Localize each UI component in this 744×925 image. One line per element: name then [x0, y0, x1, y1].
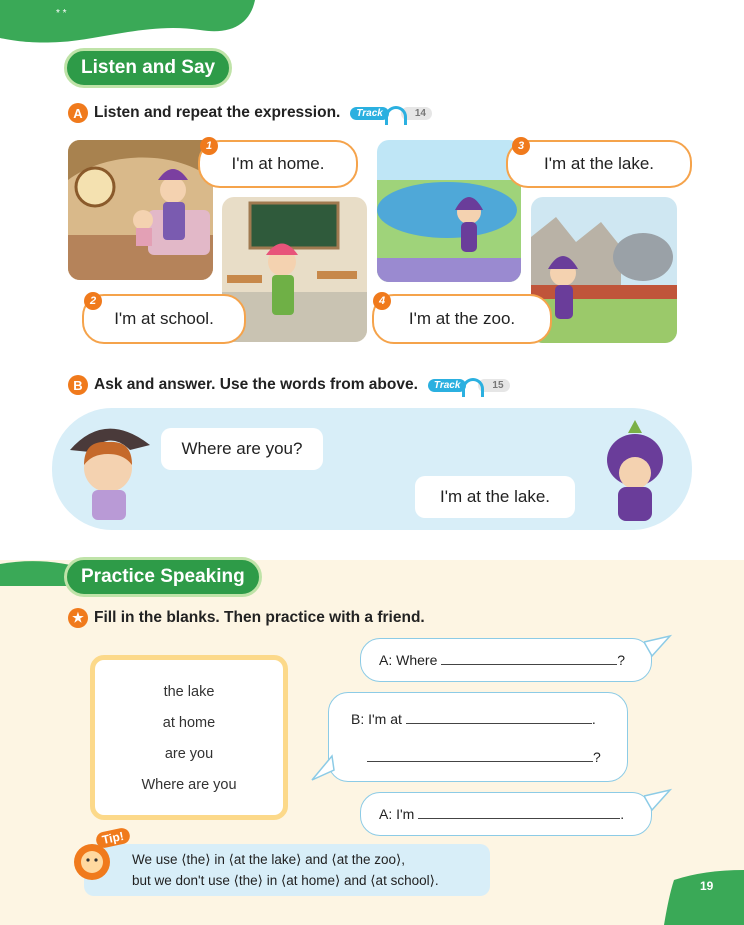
track-number: 15 — [478, 379, 509, 392]
a2-prefix: A: I'm — [379, 806, 415, 822]
practice-instruction — [68, 608, 425, 628]
word-option: Where are you — [141, 777, 237, 793]
blank-input-1[interactable] — [441, 664, 617, 665]
tip-box — [84, 844, 490, 896]
number-badge-2: 2 — [84, 292, 102, 310]
picture-home — [68, 140, 213, 280]
speech-bubble-3 — [506, 140, 692, 188]
speech-a2 — [360, 792, 652, 836]
b-suffix: . — [591, 711, 596, 727]
practice-instruction-text: Fill in the blanks. Then practice with a friend. — [94, 609, 425, 626]
section-title-text: Practice Speaking — [81, 566, 245, 587]
tip-line-2: but we don't use ⟨the⟩ in ⟨at home⟩ and ⟨at school⟩. — [132, 873, 439, 888]
a1-suffix: ? — [617, 652, 626, 668]
star-icon: ★ — [68, 608, 88, 628]
page-number: 19 — [700, 879, 714, 893]
track-label: Track — [428, 379, 467, 392]
part-b-badge: B — [68, 375, 88, 395]
track-14-button[interactable] — [350, 104, 432, 123]
number-badge-3: 3 — [512, 137, 530, 155]
bubble-1-text: I'm at home. — [231, 154, 325, 173]
part-b-instruction — [68, 375, 510, 395]
part-b-instruction-text: Ask and answer. Use the words from above. — [94, 376, 418, 393]
picture-zoo — [531, 197, 677, 343]
a2-suffix: . — [620, 806, 625, 822]
b2-suffix: ? — [593, 749, 601, 765]
top-wave-decoration — [0, 0, 260, 50]
section-title-practice — [64, 557, 262, 597]
headphones-icon — [385, 106, 407, 125]
number-badge-4: 4 — [373, 292, 391, 310]
a1-prefix: A: Where — [379, 652, 438, 668]
tip-label: Tip! — [95, 827, 131, 850]
speech-a1 — [360, 638, 652, 682]
picture-lake — [377, 140, 521, 282]
lake-scene-illustration — [377, 140, 521, 282]
part-a-instruction — [68, 103, 432, 123]
bubble-tail — [644, 634, 674, 664]
blank-input-4[interactable] — [418, 818, 620, 819]
section-title-listen-say — [64, 48, 232, 88]
part-a-badge: A — [68, 103, 88, 123]
witch-character-illustration — [60, 410, 160, 525]
bubble-3-text: I'm at the lake. — [543, 154, 655, 173]
question-bubble — [161, 428, 323, 470]
track-15-button[interactable] — [428, 376, 510, 395]
word-option: at home — [162, 715, 216, 731]
bubble-tail — [310, 752, 340, 784]
answer-bubble — [415, 476, 575, 518]
zoo-scene-illustration — [531, 197, 677, 343]
b-prefix: B: I'm at — [351, 711, 402, 727]
home-scene-illustration — [68, 140, 213, 280]
part-a-instruction-text: Listen and repeat the expression. — [94, 104, 341, 121]
question-text: Where are you? — [181, 439, 303, 458]
number-badge-1: 1 — [200, 137, 218, 155]
bubble-2-text: I'm at school. — [114, 309, 214, 328]
word-box — [90, 655, 288, 820]
tip-line-1: We use ⟨the⟩ in ⟨at the lake⟩ and ⟨at the zoo⟩, — [132, 852, 406, 867]
blank-input-3[interactable] — [367, 761, 593, 762]
bubble-4-text: I'm at the zoo. — [408, 309, 516, 328]
blank-input-2[interactable] — [406, 723, 592, 724]
svg-text:* *: * * — [56, 8, 67, 19]
track-label: Track — [350, 107, 389, 120]
track-number: 14 — [401, 107, 432, 120]
answer-text: I'm at the lake. — [439, 487, 551, 506]
word-option: are you — [164, 746, 214, 762]
bubble-tail — [644, 788, 674, 818]
section-title-text: Listen and Say — [81, 57, 216, 78]
speech-bubble-4 — [372, 294, 552, 344]
eggplant-character-illustration — [590, 415, 680, 525]
word-option: the lake — [163, 684, 215, 700]
speech-bubble-1 — [198, 140, 358, 188]
speech-bubble-2 — [82, 294, 246, 344]
speech-b — [328, 692, 628, 782]
